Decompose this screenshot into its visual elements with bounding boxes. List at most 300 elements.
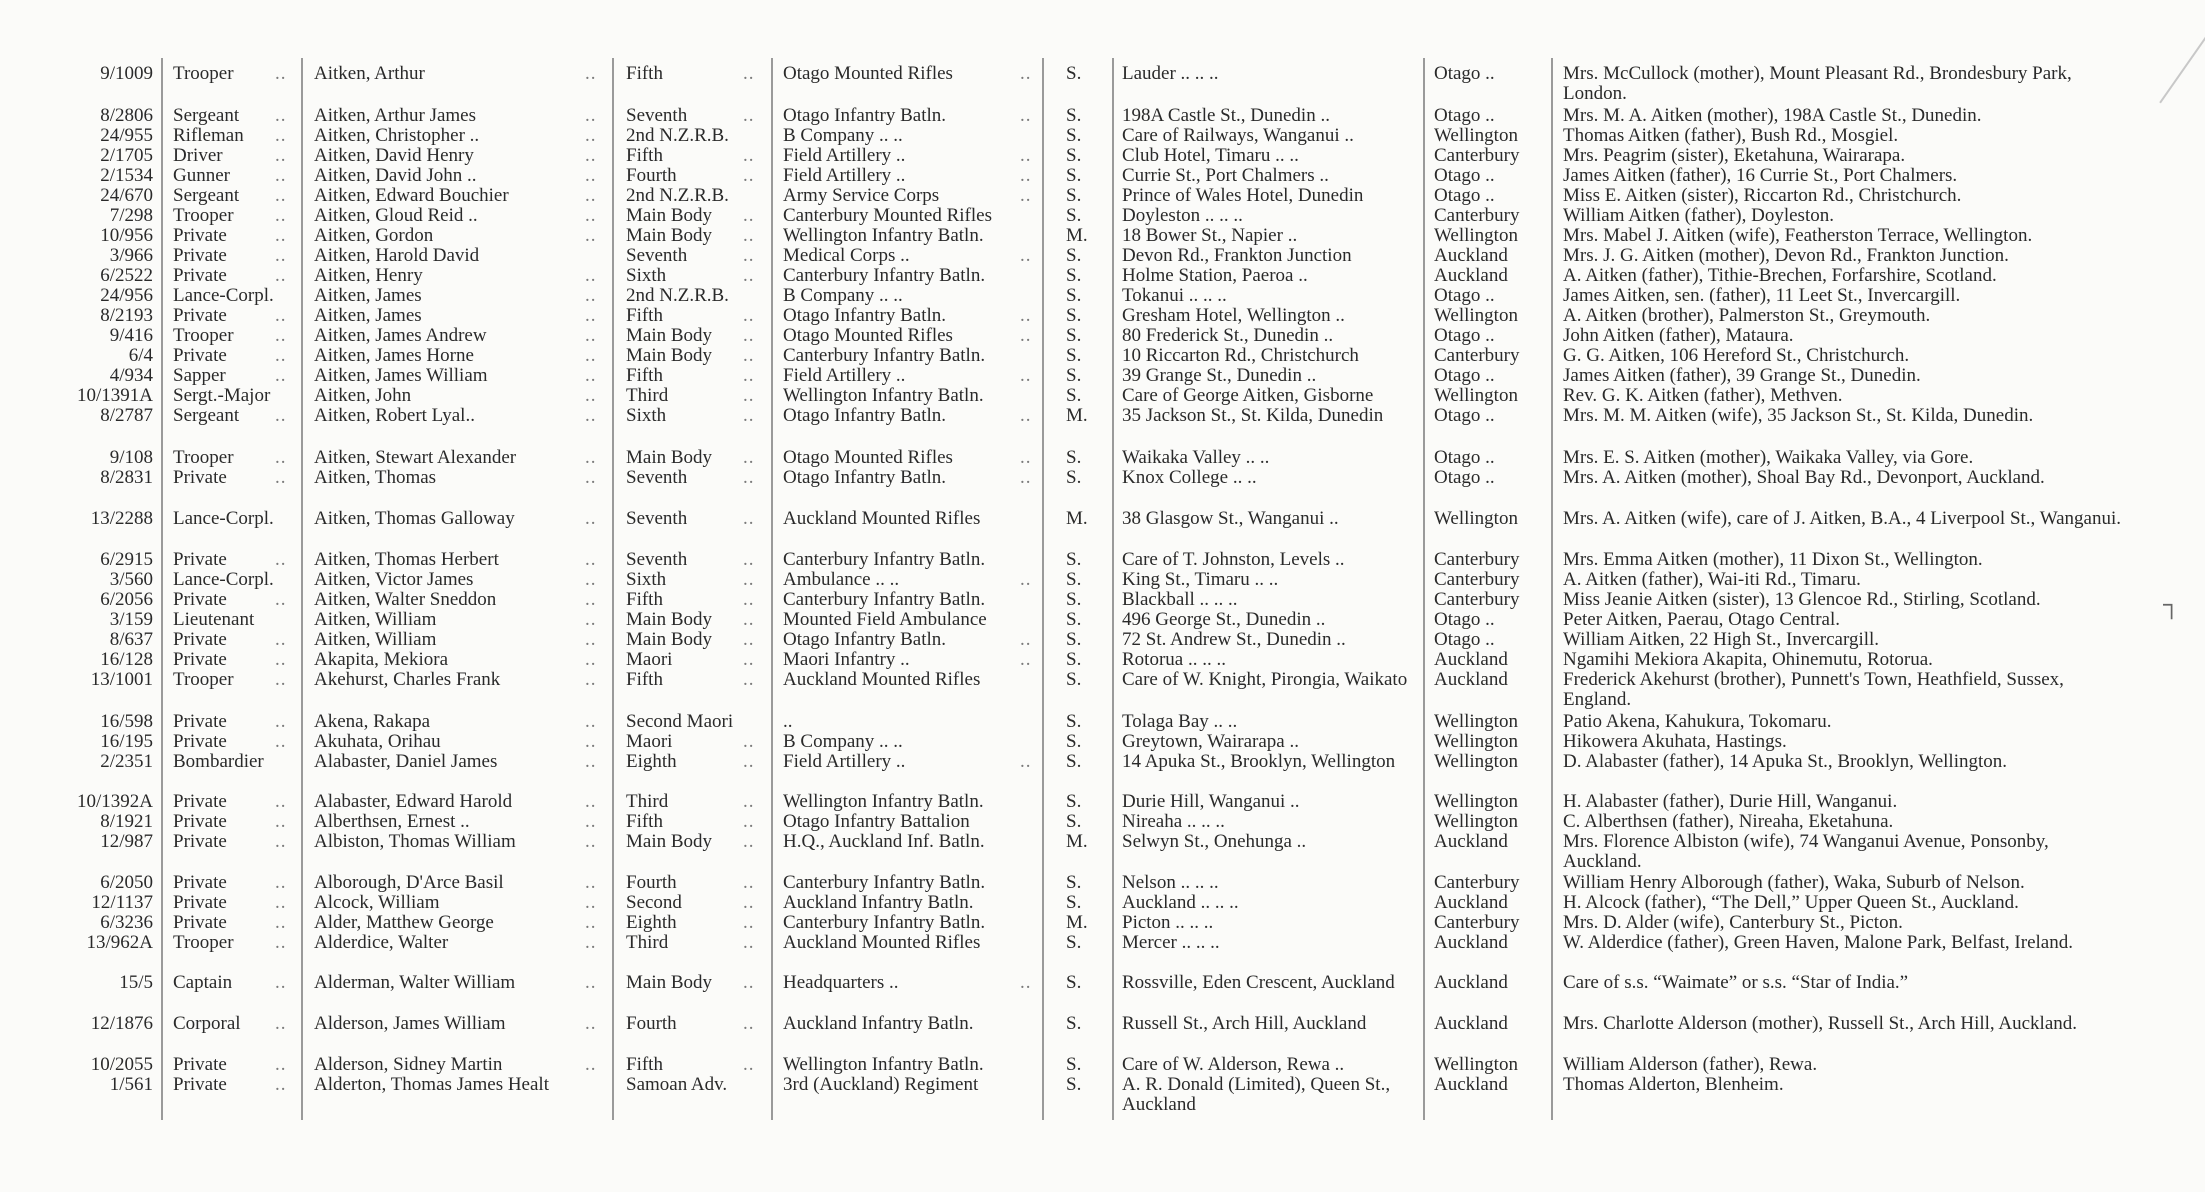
cell-dist: Canterbury [1434, 569, 1520, 590]
cell-dist: Otago .. [1434, 185, 1495, 206]
cell-rank: Private [173, 305, 227, 326]
cell-corps: Otago Mounted Rifles [783, 325, 953, 346]
cell-ms: S. [1066, 751, 1082, 772]
leader-dots: .. [585, 63, 597, 84]
cell-corps: Otago Mounted Rifles [783, 63, 953, 84]
cell-kin: Peter Aitken, Paerau, Otago Central. [1563, 609, 1841, 630]
cell-ms: S. [1066, 589, 1082, 610]
cell-rank: Private [173, 629, 227, 650]
cell-corps: Canterbury Infantry Batln. [783, 589, 986, 610]
cell-dist: Wellington [1434, 225, 1518, 246]
leader-dots: .. [275, 1013, 287, 1034]
cell-unit: Eighth [626, 912, 677, 933]
cell-ms: S. [1066, 365, 1082, 386]
cell-num: 12/1876 [90, 1013, 153, 1034]
cell-addr: 14 Apuka St., Brooklyn, Wellington [1122, 751, 1396, 772]
cell-unit: Fifth [626, 589, 663, 610]
cell-name: Aitken, Harold David [314, 245, 480, 266]
leader-dots: .. [743, 225, 755, 246]
cell-rank: Sergeant [173, 105, 240, 126]
cell-rank: Private [173, 549, 227, 570]
leader-dots: .. [585, 629, 597, 650]
cell-unit: Fourth [626, 1013, 677, 1034]
cell-unit: Fifth [626, 365, 663, 386]
cell-name: Aitken, James [314, 285, 422, 306]
cell-corps: Field Artillery .. [783, 165, 906, 186]
cell-num: 6/2915 [100, 549, 153, 570]
cell-name: Aitken, Edward Bouchier [314, 185, 509, 206]
cell-dist: Otago .. [1434, 467, 1495, 488]
cell-addr: Selwyn St., Onehunga .. [1122, 831, 1307, 852]
leader-dots: .. [585, 365, 597, 386]
cell-unit: Main Body [626, 447, 713, 468]
column-divider [301, 58, 303, 1120]
cell-addr: Waikaka Valley .. .. [1122, 447, 1270, 468]
leader-dots: .. [585, 791, 597, 812]
cell-corps: Otago Infantry Batln. [783, 305, 947, 326]
cell-dist: Wellington [1434, 731, 1518, 752]
cell-corps: Medical Corps .. [783, 245, 910, 266]
leader-dots: .. [585, 811, 597, 832]
cell-dist: Wellington [1434, 1054, 1518, 1075]
cell-corps: Headquarters .. [783, 972, 899, 993]
leader-dots: .. [275, 345, 287, 366]
cell-unit: Main Body [626, 325, 713, 346]
cell-kin: Care of s.s. “Waimate” or s.s. “Star of India.” [1563, 972, 1909, 993]
cell-corps: Auckland Infantry Batln. [783, 892, 974, 913]
cell-dist: Otago .. [1434, 629, 1495, 650]
cell-num: 6/2050 [100, 872, 153, 893]
cell-addr: 18 Bower St., Napier .. [1122, 225, 1298, 246]
leader-dots: .. [743, 892, 755, 913]
leader-dots: .. [743, 569, 755, 590]
cell-ms: S. [1066, 305, 1082, 326]
cell-dist: Otago .. [1434, 325, 1495, 346]
cell-name: Alabaster, Edward Harold [314, 791, 513, 812]
cell-name: Alderson, James William [314, 1013, 506, 1034]
cell-ms: S. [1066, 1013, 1082, 1034]
cell-addr: Durie Hill, Wanganui .. [1122, 791, 1300, 812]
cell-kin: G. G. Aitken, 106 Hereford St., Christchurch. [1563, 345, 1910, 366]
cell-rank: Sergeant [173, 185, 240, 206]
leader-dots: .. [275, 105, 287, 126]
cell-addr: Holme Station, Paeroa .. [1122, 265, 1308, 286]
leader-dots: .. [743, 345, 755, 366]
leader-dots: .. [275, 165, 287, 186]
leader-dots: .. [275, 731, 287, 752]
cell-addr: Gresham Hotel, Wellington .. [1122, 305, 1345, 326]
cell-kin: Mrs. A. Aitken (mother), Shoal Bay Rd., Devonport, Auckland. [1563, 467, 2045, 488]
cell-num: 10/1391A [77, 385, 153, 406]
cell-rank: Sergeant [173, 405, 240, 426]
cell-kin: H. Alabaster (father), Durie Hill, Wanganui. [1563, 791, 1898, 812]
leader-dots: .. [275, 225, 287, 246]
cell-unit: Second Maori [626, 711, 734, 732]
leader-dots: .. [1020, 305, 1032, 326]
cell-kin: Mrs. J. G. Aitken (mother), Devon Rd., Frankton Junction. [1563, 245, 2009, 266]
cell-addr: Rotorua .. .. .. [1122, 649, 1226, 670]
leader-dots: .. [585, 649, 597, 670]
leader-dots: .. [743, 751, 755, 772]
cell-ms: S. [1066, 549, 1082, 570]
cell-rank: Bombardier [173, 751, 264, 772]
cell-ms: S. [1066, 1074, 1082, 1095]
cell-num: 8/2787 [100, 405, 153, 426]
cell-kin: Miss Jeanie Aitken (sister), 13 Glencoe Rd., Stirling, Scotland. [1563, 589, 2041, 610]
cell-rank: Driver [173, 145, 223, 166]
cell-unit: Main Body [626, 609, 713, 630]
column-divider [1112, 58, 1114, 1120]
cell-rank: Lieutenant [173, 609, 255, 630]
leader-dots: .. [1020, 245, 1032, 266]
cell-dist: Auckland [1434, 831, 1508, 852]
cell-unit: Third [626, 791, 669, 812]
leader-dots: .. [585, 345, 597, 366]
cell-dist: Otago .. [1434, 105, 1495, 126]
cell-addr: 10 Riccarton Rd., Christchurch [1122, 345, 1359, 366]
cell-dist: Otago .. [1434, 63, 1495, 84]
cell-unit: 2nd N.Z.R.B. [626, 285, 729, 306]
cell-rank: Corporal [173, 1013, 241, 1034]
cell-num: 10/1392A [77, 791, 153, 812]
cell-kin: James Aitken, sen. (father), 11 Leet St., Invercargill. [1563, 285, 1961, 306]
cell-rank: Private [173, 831, 227, 852]
leader-dots: .. [585, 972, 597, 993]
leader-dots: .. [275, 467, 287, 488]
cell-kin: Mrs. D. Alder (wife), Canterbury St., Picton. [1563, 912, 1903, 933]
cell-name: Aitken, James [314, 305, 422, 326]
cell-dist: Wellington [1434, 125, 1518, 146]
cell-rank: Trooper [173, 63, 234, 84]
leader-dots: .. [585, 569, 597, 590]
cell-corps: Mounted Field Ambulance [783, 609, 987, 630]
cell-addr: Russell St., Arch Hill, Auckland [1122, 1013, 1367, 1034]
leader-dots: .. [585, 508, 597, 529]
leader-dots: .. [743, 872, 755, 893]
cell-num: 24/956 [100, 285, 153, 306]
leader-dots: .. [275, 185, 287, 206]
cell-rank: Private [173, 245, 227, 266]
cell-name: Alcock, William [314, 892, 440, 913]
leader-dots: .. [275, 711, 287, 732]
cell-ms: S. [1066, 669, 1082, 690]
cell-kin: Mrs. Mabel J. Aitken (wife), Featherston Terrace, Wellington. [1563, 225, 2033, 246]
cell-kin: William Alderson (father), Rewa. [1563, 1054, 1818, 1075]
cell-dist: Wellington [1434, 711, 1518, 732]
leader-dots: .. [743, 791, 755, 812]
cell-addr: Nelson .. .. .. [1122, 872, 1219, 893]
column-divider [1423, 58, 1425, 1120]
cell-rank: Sergt.-Major [173, 385, 271, 406]
leader-dots: .. [1020, 365, 1032, 386]
cell-ms: S. [1066, 609, 1082, 630]
cell-rank: Trooper [173, 325, 234, 346]
leader-dots: .. [275, 872, 287, 893]
cell-ms: S. [1066, 872, 1082, 893]
cell-kin: Mrs. E. S. Aitken (mother), Waikaka Valley, via Gore. [1563, 447, 1974, 468]
cell-addr: Care of Railways, Wanganui .. [1122, 125, 1354, 146]
scan-edge-mark [2159, 37, 2205, 104]
cell-name: Aitken, Thomas Herbert [314, 549, 499, 570]
leader-dots: .. [275, 912, 287, 933]
cell-kin: Mrs. M. A. Aitken (mother), 198A Castle St., Dunedin. [1563, 105, 1982, 126]
cell-kin: A. Aitken (brother), Palmerston St., Greymouth. [1563, 305, 1931, 326]
cell-rank: Private [173, 872, 227, 893]
cell-rank: Trooper [173, 932, 234, 953]
cell-addr: Tokanui .. .. .. [1122, 285, 1227, 306]
cell-corps: Wellington Infantry Batln. [783, 1054, 984, 1075]
leader-dots: .. [743, 589, 755, 610]
cell-name: Alderson, Sidney Martin [314, 1054, 503, 1075]
cell-num: 13/2288 [90, 508, 153, 529]
cell-ms: S. [1066, 125, 1082, 146]
cell-corps: Maori Infantry .. [783, 649, 910, 670]
cell-ms: S. [1066, 345, 1082, 366]
cell-unit: Maori [626, 731, 673, 752]
cell-num: 8/637 [109, 629, 153, 650]
leader-dots: .. [275, 972, 287, 993]
leader-dots: .. [275, 405, 287, 426]
cell-corps: Canterbury Infantry Batln. [783, 345, 986, 366]
cell-unit: 2nd N.Z.R.B. [626, 185, 729, 206]
cell-kin: Patio Akena, Kahukura, Tokomaru. [1563, 711, 1832, 732]
leader-dots: .. [1020, 405, 1032, 426]
leader-dots: .. [585, 1054, 597, 1075]
cell-rank: Sapper [173, 365, 226, 386]
cell-corps: Auckland Mounted Rifles [783, 669, 981, 690]
cell-ms: S. [1066, 811, 1082, 832]
leader-dots: .. [1020, 105, 1032, 126]
cell-num: 12/1137 [91, 892, 153, 913]
leader-dots: .. [275, 629, 287, 650]
cell-corps: Otago Infantry Batln. [783, 405, 947, 426]
leader-dots: .. [585, 932, 597, 953]
cell-dist: Otago .. [1434, 285, 1495, 306]
cell-corps: Wellington Infantry Batln. [783, 385, 984, 406]
cell-addr: Devon Rd., Frankton Junction [1122, 245, 1352, 266]
cell-kin: W. Alderdice (father), Green Haven, Malone Park, Belfast, Ireland. [1563, 932, 2073, 953]
cell-addr: A. R. Donald (Limited), Queen St., Auckland [1122, 1074, 1391, 1115]
cell-addr: Currie St., Port Chalmers .. [1122, 165, 1329, 186]
leader-dots: .. [743, 972, 755, 993]
cell-ms: S. [1066, 467, 1082, 488]
cell-rank: Private [173, 811, 227, 832]
cell-kin: Thomas Aitken (father), Bush Rd., Mosgiel. [1563, 125, 1899, 146]
leader-dots: .. [585, 305, 597, 326]
cell-corps: Field Artillery .. [783, 145, 906, 166]
cell-corps: Field Artillery .. [783, 365, 906, 386]
cell-addr: 80 Frederick St., Dunedin .. [1122, 325, 1334, 346]
cell-num: 9/108 [109, 447, 153, 468]
leader-dots: .. [275, 649, 287, 670]
leader-dots: .. [743, 1013, 755, 1034]
leader-dots: .. [1020, 63, 1032, 84]
leader-dots: .. [275, 305, 287, 326]
cell-kin: John Aitken (father), Mataura. [1563, 325, 1794, 346]
cell-unit: Seventh [626, 245, 688, 266]
cell-corps: .. [783, 711, 793, 732]
cell-name: Aitken, James Horne [314, 345, 474, 366]
leader-dots: .. [275, 145, 287, 166]
cell-name: Aitken, William [314, 609, 437, 630]
cell-corps: Auckland Mounted Rifles [783, 932, 981, 953]
cell-num: 12/987 [100, 831, 153, 852]
leader-dots: .. [275, 1054, 287, 1075]
cell-num: 10/956 [100, 225, 153, 246]
cell-num: 4/934 [109, 365, 153, 386]
cell-kin: Miss E. Aitken (sister), Riccarton Rd., Christchurch. [1563, 185, 1962, 206]
cell-num: 16/195 [100, 731, 153, 752]
cell-unit: Fifth [626, 1054, 663, 1075]
cell-name: Alborough, D'Arce Basil [314, 872, 504, 893]
cell-num: 8/2831 [100, 467, 153, 488]
leader-dots: .. [1020, 972, 1032, 993]
leader-dots: .. [743, 508, 755, 529]
cell-rank: Trooper [173, 669, 234, 690]
cell-num: 8/1921 [100, 811, 153, 832]
leader-dots: .. [585, 225, 597, 246]
cell-kin: William Aitken, 22 High St., Invercargill. [1563, 629, 1880, 650]
cell-dist: Wellington [1434, 751, 1518, 772]
leader-dots: .. [585, 589, 597, 610]
cell-ms: S. [1066, 649, 1082, 670]
cell-ms: S. [1066, 63, 1082, 84]
cell-rank: Captain [173, 972, 233, 993]
cell-unit: Samoan Adv. [626, 1074, 728, 1095]
cell-rank: Rifleman [173, 125, 244, 146]
leader-dots: .. [743, 105, 755, 126]
cell-addr: 35 Jackson St., St. Kilda, Dunedin [1122, 405, 1384, 426]
leader-dots: .. [1020, 185, 1032, 206]
cell-name: Aitken, James William [314, 365, 488, 386]
cell-addr: 38 Glasgow St., Wanganui .. [1122, 508, 1339, 529]
leader-dots: .. [585, 105, 597, 126]
leader-dots: .. [743, 467, 755, 488]
cell-num: 13/1001 [90, 669, 153, 690]
cell-kin: A. Aitken (father), Tithie-Brechen, Forfarshire, Scotland. [1563, 265, 1997, 286]
leader-dots: .. [275, 205, 287, 226]
cell-ms: S. [1066, 791, 1082, 812]
leader-dots: .. [275, 125, 287, 146]
cell-num: 8/2806 [100, 105, 153, 126]
cell-addr: 72 St. Andrew St., Dunedin .. [1122, 629, 1346, 650]
leader-dots: .. [1020, 145, 1032, 166]
cell-dist: Canterbury [1434, 912, 1520, 933]
cell-addr: Lauder .. .. .. [1122, 63, 1219, 84]
cell-corps: Auckland Infantry Batln. [783, 1013, 974, 1034]
cell-ms: M. [1066, 831, 1088, 852]
cell-kin: James Aitken (father), 39 Grange St., Dunedin. [1563, 365, 1921, 386]
cell-unit: Main Body [626, 831, 713, 852]
cell-dist: Wellington [1434, 811, 1518, 832]
cell-addr: Care of T. Johnston, Levels .. [1122, 549, 1345, 570]
cell-dist: Auckland [1434, 265, 1508, 286]
cell-unit: Maori [626, 649, 673, 670]
leader-dots: .. [585, 872, 597, 893]
cell-ms: M. [1066, 405, 1088, 426]
leader-dots: .. [585, 205, 597, 226]
cell-corps: B Company .. .. [783, 285, 903, 306]
cell-ms: M. [1066, 508, 1088, 529]
cell-dist: Canterbury [1434, 345, 1520, 366]
cell-ms: S. [1066, 265, 1082, 286]
cell-addr: Care of W. Knight, Pirongia, Waikato [1122, 669, 1408, 690]
cell-dist: Canterbury [1434, 549, 1520, 570]
cell-num: 2/1534 [100, 165, 153, 186]
cell-name: Alabaster, Daniel James [314, 751, 498, 772]
leader-dots: .. [275, 811, 287, 832]
cell-rank: Gunner [173, 165, 230, 186]
cell-name: Akehurst, Charles Frank [314, 669, 501, 690]
cell-corps: Canterbury Mounted Rifles [783, 205, 992, 226]
cell-ms: S. [1066, 932, 1082, 953]
leader-dots: .. [743, 305, 755, 326]
leader-dots: .. [743, 731, 755, 752]
cell-name: Aitken, Henry [314, 265, 423, 286]
cell-kin: Frederick Akehurst (brother), Punnett's Town, Heathfield, Sussex, England. [1563, 669, 2064, 710]
leader-dots: .. [743, 912, 755, 933]
leader-dots: .. [585, 831, 597, 852]
cell-ms: S. [1066, 185, 1082, 206]
cell-addr: Auckland .. .. .. [1122, 892, 1239, 913]
cell-unit: Fourth [626, 165, 677, 186]
cell-name: Alder, Matthew George [314, 912, 494, 933]
cell-ms: S. [1066, 711, 1082, 732]
leader-dots: .. [1020, 165, 1032, 186]
leader-dots: .. [585, 549, 597, 570]
leader-dots: .. [275, 932, 287, 953]
cell-rank: Private [173, 892, 227, 913]
column-divider [1551, 58, 1553, 1120]
cell-num: 6/3236 [100, 912, 153, 933]
cell-num: 6/4 [128, 345, 153, 366]
cell-ms: M. [1066, 912, 1088, 933]
leader-dots: .. [743, 165, 755, 186]
leader-dots: .. [585, 265, 597, 286]
cell-rank: Trooper [173, 447, 234, 468]
leader-dots: .. [585, 711, 597, 732]
cell-num: 9/1009 [100, 63, 153, 84]
cell-ms: M. [1066, 225, 1088, 246]
cell-corps: Army Service Corps [783, 185, 940, 206]
cell-rank: Lance-Corpl. [173, 285, 274, 306]
cell-kin: Thomas Alderton, Blenheim. [1563, 1074, 1784, 1095]
cell-name: Akuhata, Orihau [314, 731, 441, 752]
cell-addr: Greytown, Wairarapa .. [1122, 731, 1299, 752]
cell-rank: Private [173, 731, 227, 752]
cell-corps: Otago Infantry Batln. [783, 467, 947, 488]
cell-addr: 39 Grange St., Dunedin .. [1122, 365, 1317, 386]
cell-addr: Prince of Wales Hotel, Dunedin [1122, 185, 1364, 206]
cell-num: 2/2351 [100, 751, 153, 772]
column-divider [771, 58, 773, 1120]
cell-name: Alderdice, Walter [314, 932, 449, 953]
cell-addr: Mercer .. .. .. [1122, 932, 1220, 953]
leader-dots: .. [1020, 467, 1032, 488]
cell-unit: Sixth [626, 569, 667, 590]
margin-mark: ┐ [2163, 592, 2181, 618]
cell-name: Alderton, Thomas James Healt [314, 1074, 549, 1095]
cell-num: 24/670 [100, 185, 153, 206]
cell-dist: Otago .. [1434, 405, 1495, 426]
cell-corps: Wellington Infantry Batln. [783, 225, 984, 246]
cell-corps: B Company .. .. [783, 125, 903, 146]
cell-name: Aitken, Gordon [314, 225, 434, 246]
leader-dots: .. [585, 447, 597, 468]
cell-num: 6/2056 [100, 589, 153, 610]
cell-kin: William Henry Alborough (father), Waka, Suburb of Nelson. [1563, 872, 2025, 893]
cell-num: 6/2522 [100, 265, 153, 286]
